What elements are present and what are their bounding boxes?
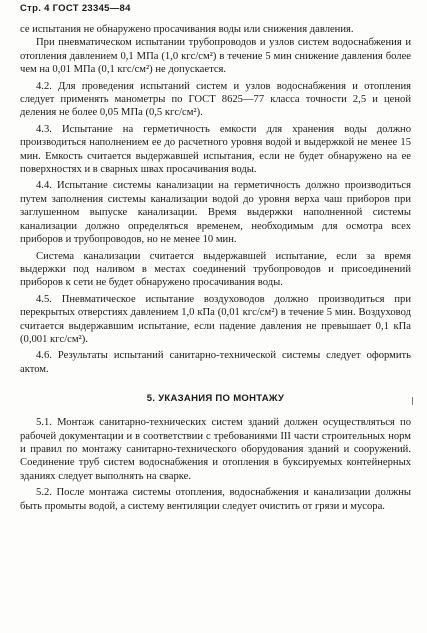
paragraph-4-4: 4.4. Испытание системы канализации на герметичность должно производиться путем заполнения системы канализации водой до уровня верха чаш приборов при заглушенном выпуске канализации. Время выдержки наполненной системы канализации должно определяться временем, необходимым для осмотра всех приборов и трубопроводов, но не менее 10 мин. xyxy=(20,180,411,246)
paragraph-4-5: 4.5. Пневматическое испытание воздуховодов должно производиться при перекрытых отверстиях давлением 1,0 кПа (0,01 кгс/см²) в течение 5 мин. Воздуховод считается выдержавшим испытание, если падение давления не превышает 0,1 кПа (0,001 кгс/см²). xyxy=(20,293,411,345)
paragraph: При пневматическом испытании трубопроводов и узлов систем водоснабжения и отопления давлением 0,1 МПа (1,0 кгс/см²) в течение 5 мин снижение давления более чем на 0,01 МПа (0,1 кгс/см²) не допускается. xyxy=(20,37,411,76)
body-text xyxy=(20,23,411,513)
paragraph: Система канализации считается выдержавшей испытание, если за время выдержки под наливом в местах соединений трубопроводов и присоединений приборов к сети не будет обнаружено просачивания воды. xyxy=(20,250,411,289)
section-title: 5. УКАЗАНИЯ ПО МОНТАЖУ xyxy=(146,393,285,405)
paragraph-4-2: 4.2. Для проведения испытаний систем и узлов водоснабжения и отопления следует применять манометры по ГОСТ 8625—77 класса точности 2,5 и ценой деления не более 0,05 МПа (0,5 кгс/см²). xyxy=(20,80,411,119)
paragraph-4-3: 4.3. Испытание на герметичность емкости для хранения воды должно производиться наполнением ее до расчетного уровня водой и выдержкой не менее 15 мин. Емкость считается выдержавшей испытания, если не будет обнаружено на ее поверхностях и в сварных швах просачивания воды. xyxy=(20,123,411,176)
page-header: Стр. 4 ГОСТ 23345—84 xyxy=(20,3,131,14)
paragraph-5-2: 5.2. После монтажа системы отопления, водоснабжения и канализации должны быть промыты водой, а систему вентиляции следует очистить от грязи и мусора. xyxy=(20,487,411,512)
paragraph: се испытания не обнаружено просачивания воды или снижения давления. xyxy=(20,24,354,35)
paragraph-5-1: 5.1. Монтаж санитарно-технических систем зданий должен осуществляться по рабочей документации и в соответствии с требованиями III части строительных норм и правил по монтажу санитарно-технического оборудования зданий и сооружений. Соединение труб систем водоснабжения и отопления в буксируемых контейнерных зданиях следует выполнять на сварке. xyxy=(20,417,411,482)
margin-mark xyxy=(412,397,413,405)
paragraph-4-6: 4.6. Результаты испытаний санитарно-технической системы следует оформить актом. xyxy=(20,350,411,375)
